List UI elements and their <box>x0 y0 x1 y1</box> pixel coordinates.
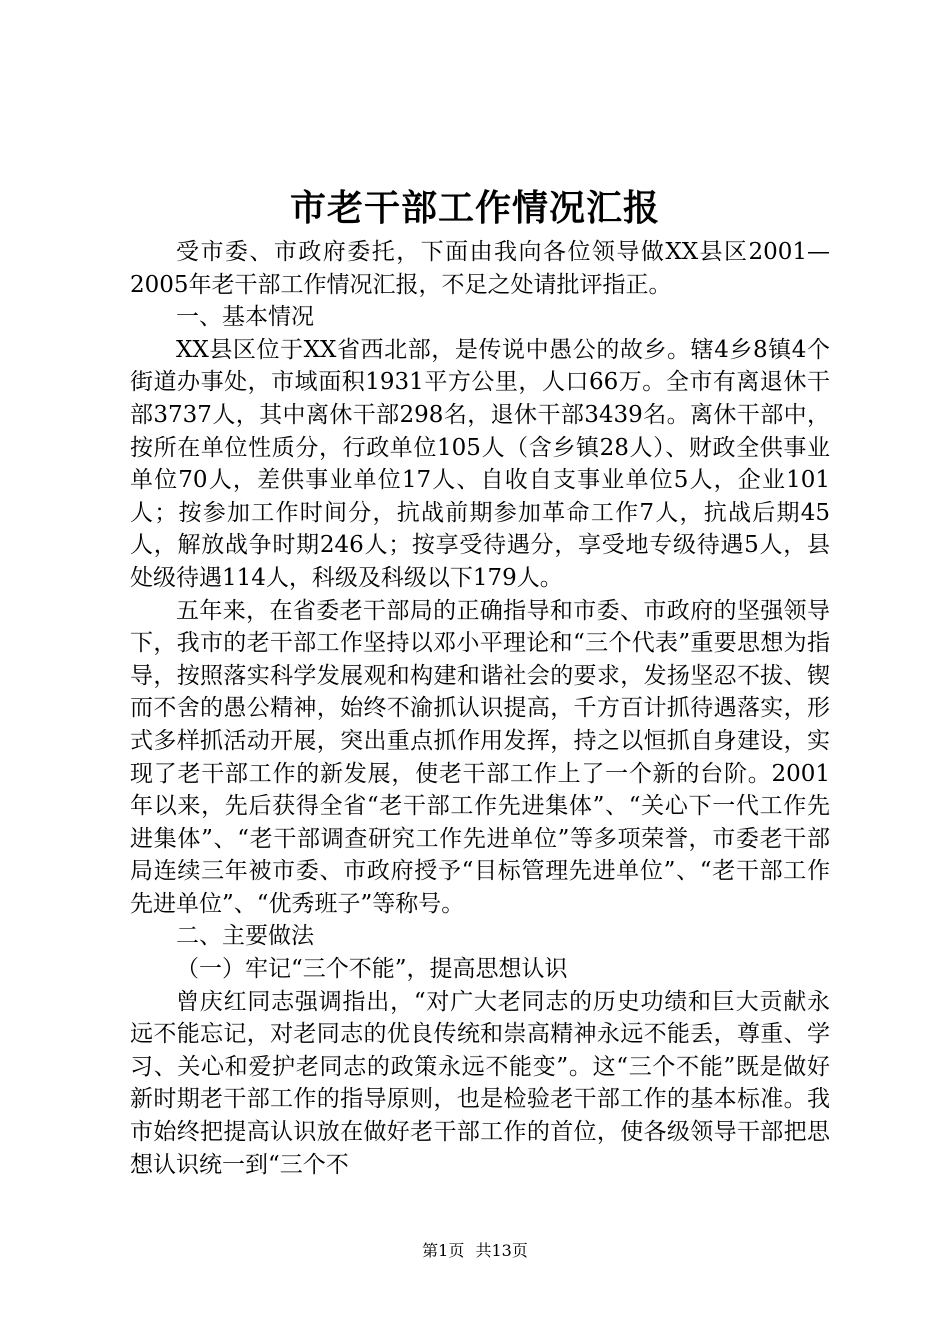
section-heading-methods: 二、主要做法 <box>176 923 314 950</box>
document-title: 市老干部工作情况汇报 <box>289 187 660 229</box>
document-body <box>130 236 830 1181</box>
three-cannots-paragraph: 曾庆红同志强调指出，“对广大老同志的历史功绩和巨大贡献永远不能忘记，对老同志的优良传统和崇高精神永远不能丢，尊重、学习、关心和爱护老同志的政策永远不能变”。这“三个不能”既是做好新时期老干部工作的指导原则，也是检验老干部工作的基本标准。我市始终把提高认识放在做好老干部工作的首位，使各级领导干部把思想认识统一到“三个不 <box>130 988 830 1178</box>
page-total: 共13页 <box>475 1241 528 1260</box>
page-number: 第1页 <box>422 1241 465 1260</box>
subsection-heading-1: （一）牢记“三个不能”，提高思想认识 <box>176 956 568 983</box>
achievements-paragraph: 五年来，在省委老干部局的正确指导和市委、市政府的坚强领导下，我市的老干部工作坚持以邓小平理论和“三个代表”重要思想为指导，按照落实科学发展观和构建和谐社会的要求，发扬坚忍不拔、锲而不舍的愚公精神，始终不渝抓认识提高，千方百计抓待遇落实，形式多样抓活动开展，突出重点抓作用发挥，持之以恒抓自身建设，实现了老干部工作的新发展，使老干部工作上了一个新的台阶。2001年以来，先后获得全省“老干部工作先进集体”、“关心下一代工作先进集体”、“老干部调查研究工作先进单位”等多项荣誉，市委老干部局连续三年被市委、市政府授予“目标管理先进单位”、“老干部工作先进单位”、“优秀班子”等称号。 <box>130 597 830 917</box>
intro-paragraph: 受市委、市政府委托，下面由我向各位领导做XX县区2001—2005年老干部工作情况汇报，不足之处请批评指正。 <box>130 239 830 298</box>
basic-info-paragraph: XX县区位于XX省西北部，是传说中愚公的故乡。辖4乡8镇4个街道办事处，市域面积1931平方公里，人口66万。全市有离退休干部3737人，其中离休干部298名，退休干部3439名。离休干部中，按所在单位性质分，行政单位105人（含乡镇28人）、财政全供事业单位70人，差供事业单位17人、自收自支事业单位5人，企业101人；按参加工作时间分，抗战前期参加革命工作7人，抗战后期45人，解放战争时期246人；按享受待遇分，享受地专级待遇5人，县处级待遇114人，科级及科级以下179人。 <box>130 336 830 591</box>
page-footer <box>0 1240 950 1262</box>
section-heading-basic: 一、基本情况 <box>176 304 314 331</box>
